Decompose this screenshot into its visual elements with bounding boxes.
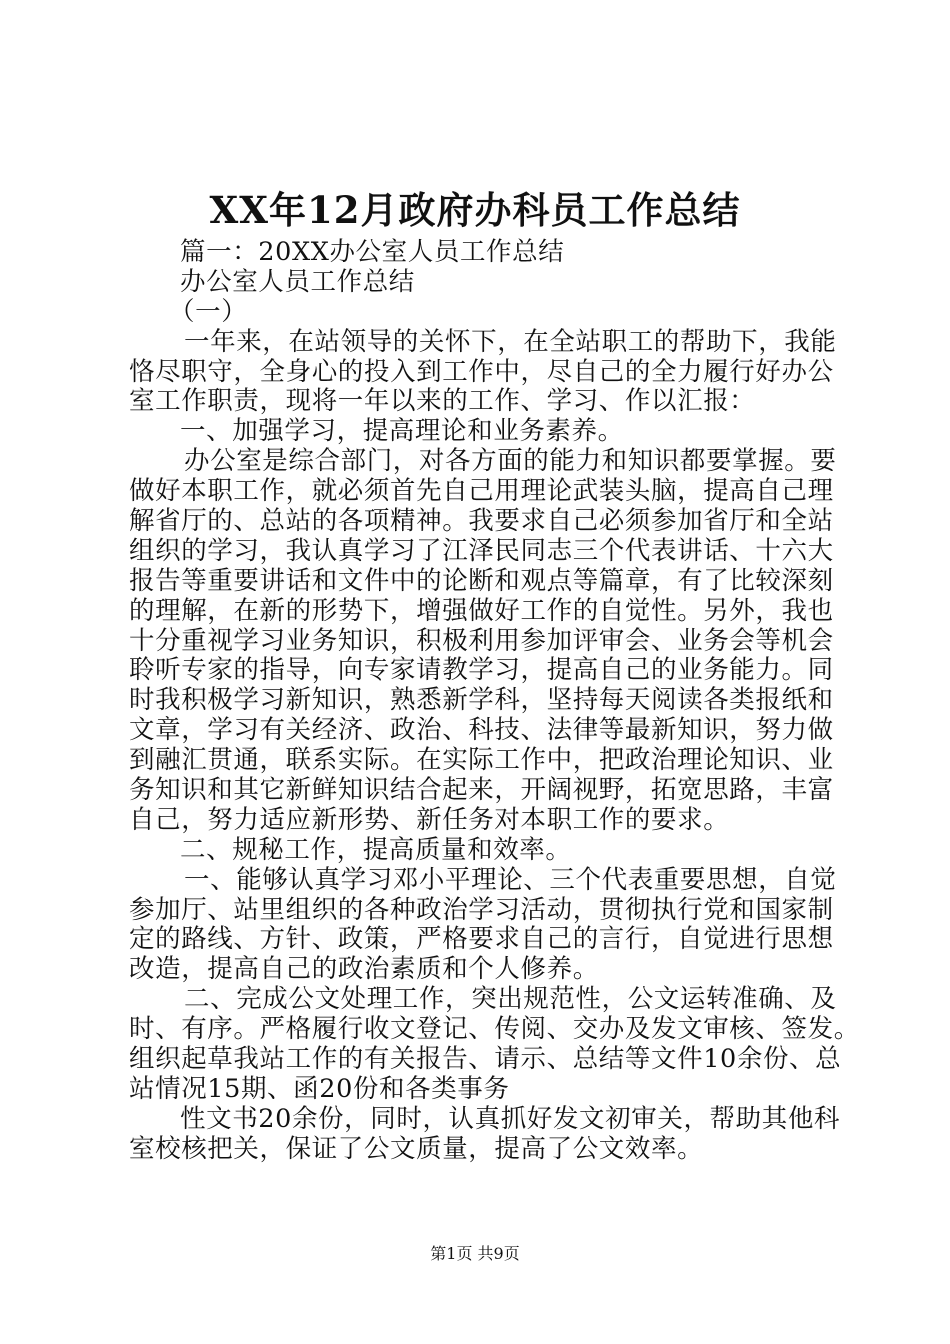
paragraph-line: 组织的学习，我认真学习了江泽民同志三个代表讲话、十六大 [129, 535, 834, 566]
paragraph-line: 自己，努力适应新形势、新任务对本职工作的要求。 [129, 804, 730, 835]
paragraph-line: 十分重视学习业务知识，积极利用参加评审会、业务会等机会 [129, 625, 834, 656]
paragraph-line: 聆听专家的指导，向专家请教学习，提高自己的业务能力。同 [129, 655, 834, 686]
paragraph-line: 文章，学习有关经济、政治、科技、法律等最新知识，努力做 [129, 715, 834, 746]
paragraph-line: 站情况15期、函20份和各类事务 [129, 1073, 510, 1104]
document-body [129, 237, 860, 1165]
part-marker: （一） [169, 296, 248, 327]
paragraph-line: 室工作职责，现将一年以来的工作、学习、作以汇报： [129, 386, 756, 417]
paragraph-line: 改造，提高自己的政治素质和个人修养。 [129, 954, 599, 985]
paragraph-line: 性文书20余份，同时，认真抓好发文初审关，帮助其他科 [180, 1103, 841, 1134]
paragraph-line: 报告等重要讲话和文件中的论断和观点等篇章，有了比较深刻 [129, 565, 834, 596]
page-footer: 第1页 共9页 [430, 1244, 520, 1263]
paragraph-line: 的理解，在新的形势下，增强做好工作的自觉性。另外，我也 [129, 595, 834, 626]
paragraph-line: 一、能够认真学习邓小平理论、三个代表重要思想，自觉 [184, 864, 837, 895]
paragraph-line: 时、有序。严格履行收文登记、传阅、交办及发文审核、签发。 [129, 1014, 860, 1045]
paragraph-line: 到融汇贯通，联系实际。在实际工作中，把政治理论知识、业 [129, 745, 834, 776]
paragraph-line: 恪尽职守，全身心的投入到工作中，尽自己的全力履行好办公 [129, 356, 834, 387]
paragraph-line: 解省厅的、总站的各项精神。我要求自己必须参加省厅和全站 [129, 506, 834, 537]
paragraph-line: 时我积极学习新知识，熟悉新学科，坚持每天阅读各类报纸和 [129, 685, 834, 716]
paragraph-line: 做好本职工作，就必须首先自己用理论武装头脑，提高自己理 [129, 476, 834, 507]
paragraph-line: 组织起草我站工作的有关报告、请示、总结等文件10余份、总 [129, 1044, 842, 1075]
paragraph-line: 一年来，在站领导的关怀下，在全站职工的帮助下，我能 [184, 326, 837, 357]
paragraph-line: 二、完成公文处理工作，突出规范性，公文运转准确、及 [184, 984, 837, 1015]
section-heading: 篇一：20XX办公室人员工作总结 [180, 237, 565, 267]
paragraph-line: 定的路线、方针、政策，严格要求自己的言行，自觉进行思想 [129, 924, 834, 955]
paragraph-heading: 一、加强学习，提高理论和业务素养。 [180, 416, 624, 447]
subheading: 办公室人员工作总结 [180, 266, 415, 297]
document-title: XX年12月政府办科员工作总结 [209, 188, 741, 232]
paragraph-line: 室校核把关，保证了公文质量，提高了公文效率。 [129, 1133, 704, 1164]
paragraph-line: 参加厅、站里组织的各种政治学习活动，贯彻执行党和国家制 [129, 894, 834, 925]
paragraph-heading: 二、规秘工作，提高质量和效率。 [180, 834, 572, 865]
paragraph-line: 办公室是综合部门，对各方面的能力和知识都要掌握。要 [184, 446, 837, 477]
paragraph-line: 务知识和其它新鲜知识结合起来，开阔视野，拓宽思路，丰富 [129, 775, 834, 806]
